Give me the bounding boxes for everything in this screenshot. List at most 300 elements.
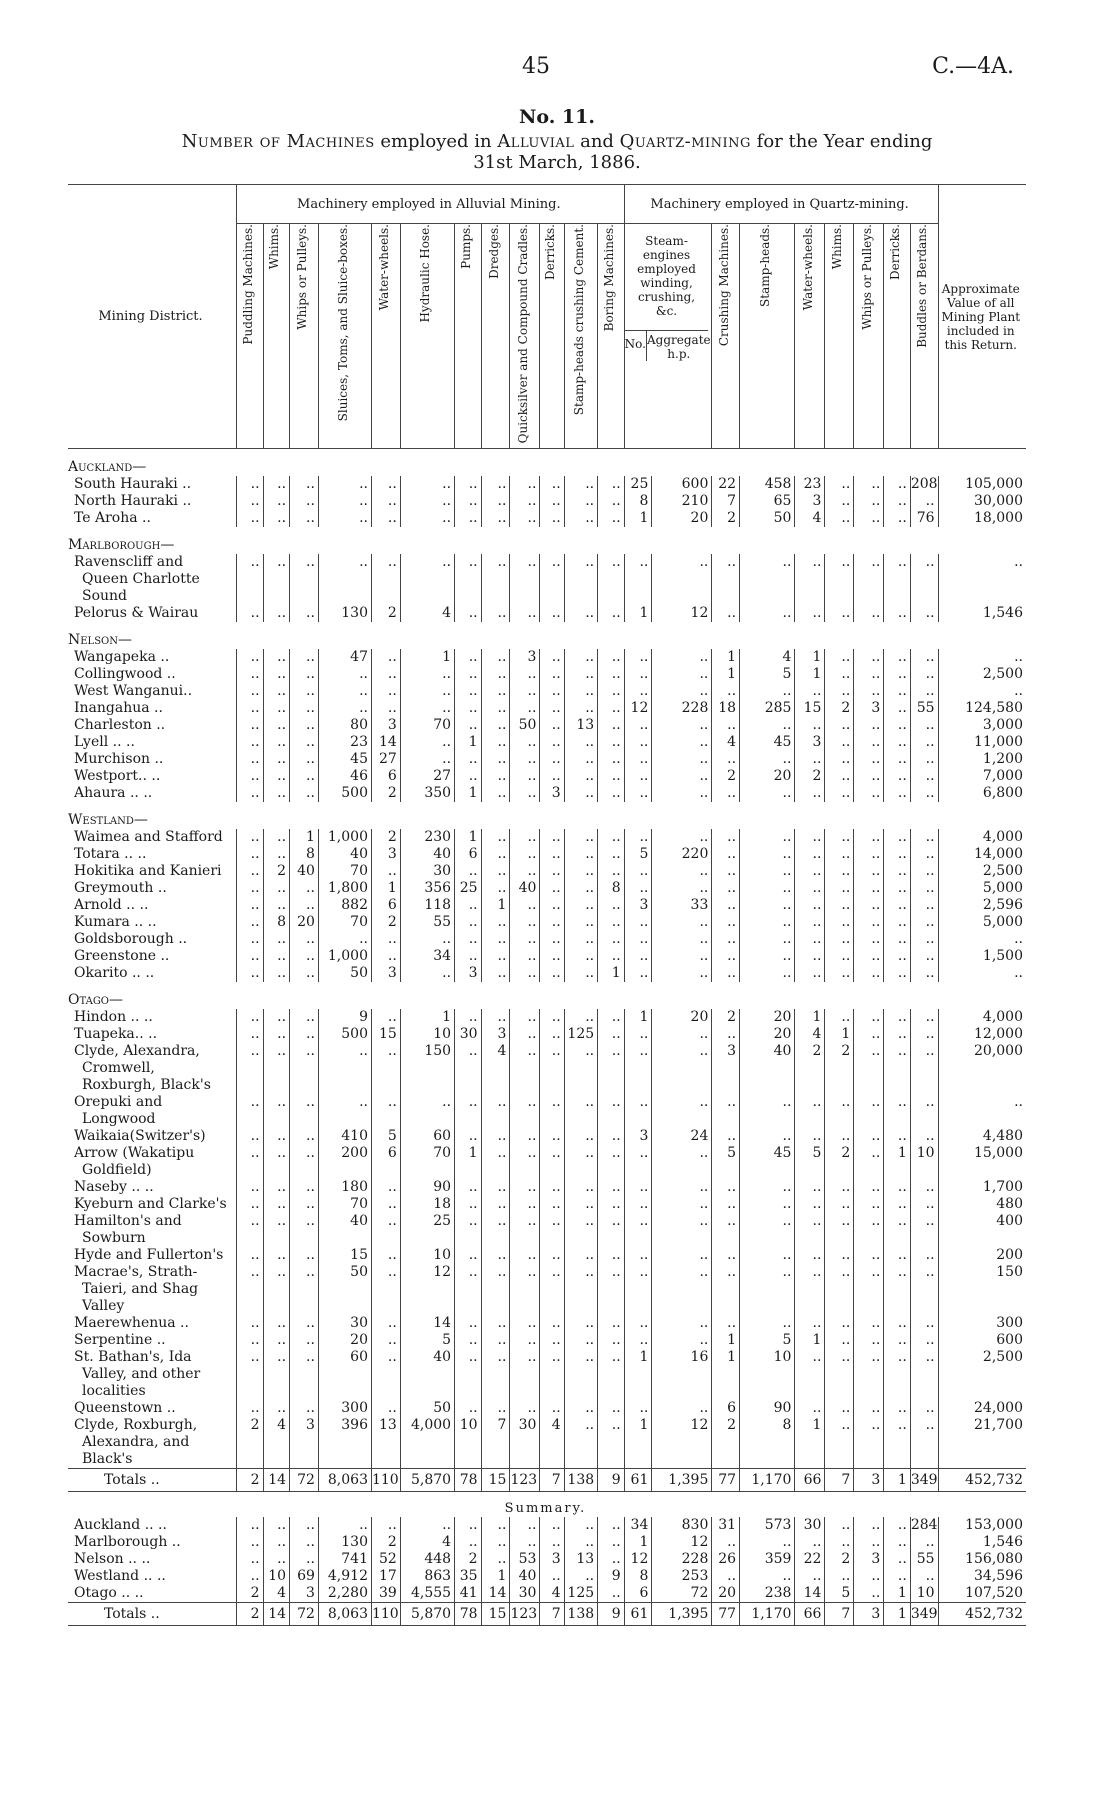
cell-value: 6 bbox=[455, 846, 482, 863]
cell-value: .. bbox=[712, 931, 740, 948]
cell-value: .. bbox=[854, 785, 884, 802]
cell-value: .. bbox=[884, 510, 911, 527]
cell-value: .. bbox=[795, 1315, 825, 1332]
cell-value: .. bbox=[540, 1145, 564, 1179]
cell-value: 13 bbox=[564, 717, 597, 734]
cell-value: .. bbox=[540, 768, 564, 785]
cell-value: .. bbox=[290, 1009, 319, 1026]
table-row bbox=[68, 717, 1026, 734]
table-row bbox=[68, 785, 1026, 802]
cell-value: 2 bbox=[237, 1469, 264, 1492]
table-row bbox=[68, 914, 1026, 931]
cell-value: 125 bbox=[564, 1585, 597, 1603]
cell-value: .. bbox=[910, 1264, 938, 1315]
table-row bbox=[68, 948, 1026, 965]
cell-value: .. bbox=[740, 931, 795, 948]
cell-value: 14 bbox=[795, 1585, 825, 1603]
cell-value: 12,000 bbox=[938, 1026, 1026, 1043]
cell-value: .. bbox=[825, 666, 854, 683]
cell-value: .. bbox=[371, 1400, 400, 1417]
cell-value: .. bbox=[854, 1026, 884, 1043]
cell-value: 20 bbox=[318, 1332, 371, 1349]
cell-value: .. bbox=[825, 734, 854, 751]
cell-value: 123 bbox=[510, 1469, 540, 1492]
cell-value: .. bbox=[854, 1568, 884, 1585]
cell-value: .. bbox=[263, 700, 290, 717]
cell-value: .. bbox=[290, 880, 319, 897]
cell-value: 17 bbox=[371, 1568, 400, 1585]
cell-value: .. bbox=[712, 554, 740, 605]
cell-value: .. bbox=[481, 605, 510, 622]
cell-value: .. bbox=[712, 1128, 740, 1145]
cell-value: .. bbox=[263, 1128, 290, 1145]
cell-value: .. bbox=[910, 1417, 938, 1469]
cell-value: .. bbox=[263, 554, 290, 605]
cell-value: .. bbox=[481, 1009, 510, 1026]
cell-value: 863 bbox=[400, 1568, 454, 1585]
cell-value: 30,000 bbox=[938, 493, 1026, 510]
cell-value: .. bbox=[263, 829, 290, 846]
cell-value: 26 bbox=[712, 1551, 740, 1568]
cell-value: .. bbox=[237, 880, 264, 897]
cell-value: .. bbox=[825, 1009, 854, 1026]
cell-value: 20,000 bbox=[938, 1043, 1026, 1094]
cell-value: .. bbox=[263, 965, 290, 982]
cell-value: .. bbox=[712, 829, 740, 846]
cell-value: .. bbox=[510, 863, 540, 880]
cell-value: 1 bbox=[400, 649, 454, 666]
cell-value: 2 bbox=[825, 1551, 854, 1568]
cell-value: .. bbox=[795, 683, 825, 700]
cell-value: .. bbox=[910, 948, 938, 965]
cell-value: .. bbox=[910, 1400, 938, 1417]
cell-value: .. bbox=[481, 1517, 510, 1534]
page-header bbox=[0, 54, 1114, 84]
cell-value: 110 bbox=[371, 1603, 400, 1626]
cell-value: .. bbox=[740, 1128, 795, 1145]
cell-value: .. bbox=[624, 1043, 652, 1094]
cell-value: .. bbox=[598, 1196, 625, 1213]
cell-value: .. bbox=[598, 897, 625, 914]
cell-value: .. bbox=[263, 1213, 290, 1247]
cell-value: 7 bbox=[825, 1469, 854, 1492]
cell-value: .. bbox=[564, 1349, 597, 1400]
cell-value: .. bbox=[854, 649, 884, 666]
district-name: Serpentine .. bbox=[74, 1332, 166, 1349]
cell-value: .. bbox=[237, 666, 264, 683]
cell-value: 4 bbox=[740, 649, 795, 666]
cell-value: .. bbox=[481, 880, 510, 897]
cell-value: .. bbox=[481, 829, 510, 846]
cell-value: 40 bbox=[400, 1349, 454, 1400]
cell-value: .. bbox=[290, 700, 319, 717]
cell-value: 2 bbox=[371, 1534, 400, 1551]
cell-value: .. bbox=[624, 863, 652, 880]
cell-value: .. bbox=[884, 1247, 911, 1264]
cell-value: 6,800 bbox=[938, 785, 1026, 802]
cell-value: 1 bbox=[481, 897, 510, 914]
cell-value: .. bbox=[510, 965, 540, 982]
cell-value: .. bbox=[371, 493, 400, 510]
cell-value: 34 bbox=[624, 1517, 652, 1534]
cell-value: 23 bbox=[795, 476, 825, 493]
cell-value: 5 bbox=[624, 846, 652, 863]
cell-value: .. bbox=[481, 751, 510, 768]
cell-value: .. bbox=[290, 734, 319, 751]
cell-value: .. bbox=[510, 751, 540, 768]
cell-value: .. bbox=[263, 1145, 290, 1179]
cell-value: 1 bbox=[455, 829, 482, 846]
cell-value: 1 bbox=[598, 965, 625, 982]
cell-value: .. bbox=[290, 965, 319, 982]
cell-value: .. bbox=[910, 785, 938, 802]
cell-value: 2 bbox=[371, 829, 400, 846]
cell-value: .. bbox=[237, 1213, 264, 1247]
cell-value: .. bbox=[740, 948, 795, 965]
cell-value: 452,732 bbox=[938, 1603, 1026, 1626]
cell-value: .. bbox=[652, 1315, 712, 1332]
cell-value: 3 bbox=[795, 734, 825, 751]
cell-value: .. bbox=[884, 1332, 911, 1349]
cell-value: .. bbox=[652, 948, 712, 965]
cell-value: 741 bbox=[318, 1551, 371, 1568]
cell-value: .. bbox=[290, 1128, 319, 1145]
district-name: Waimea and Stafford bbox=[74, 829, 223, 846]
steam-engines-label: Steam-engines employed winding, crushing, &c. bbox=[637, 234, 696, 318]
cell-value: .. bbox=[712, 605, 740, 622]
cell-value: 1 bbox=[884, 1603, 911, 1626]
cell-value: .. bbox=[884, 965, 911, 982]
cell-value: .. bbox=[884, 931, 911, 948]
cell-value: 33 bbox=[652, 897, 712, 914]
cell-value: .. bbox=[740, 863, 795, 880]
cell-value: .. bbox=[740, 1568, 795, 1585]
cell-value: .. bbox=[652, 914, 712, 931]
cell-value: 1,170 bbox=[740, 1603, 795, 1626]
district-name: West Wanganui.. bbox=[74, 683, 193, 700]
cell-value: .. bbox=[712, 1568, 740, 1585]
cell-value: .. bbox=[884, 1551, 911, 1568]
cell-value: 3 bbox=[624, 897, 652, 914]
cell-value: .. bbox=[598, 914, 625, 931]
cell-value: .. bbox=[712, 751, 740, 768]
cell-value: 1,170 bbox=[740, 1469, 795, 1492]
cell-value: .. bbox=[854, 1128, 884, 1145]
alluvial-col-header-1: Whims. bbox=[263, 224, 290, 449]
cell-value: .. bbox=[510, 666, 540, 683]
cell-value: .. bbox=[455, 931, 482, 948]
cell-value: .. bbox=[598, 1400, 625, 1417]
cell-value: 573 bbox=[740, 1517, 795, 1534]
cell-value: .. bbox=[263, 880, 290, 897]
cell-value: 5,870 bbox=[400, 1603, 454, 1626]
cell-value: .. bbox=[318, 1094, 371, 1128]
cell-value: .. bbox=[290, 1551, 319, 1568]
table-row bbox=[68, 880, 1026, 897]
cell-value: .. bbox=[854, 1145, 884, 1179]
cell-value: .. bbox=[540, 880, 564, 897]
cell-value: 1 bbox=[624, 1417, 652, 1469]
cell-value: .. bbox=[712, 846, 740, 863]
cell-value: .. bbox=[910, 605, 938, 622]
cell-value: 60 bbox=[318, 1349, 371, 1400]
cell-value: .. bbox=[624, 768, 652, 785]
table-number: No. 11. bbox=[519, 106, 595, 128]
cell-value: 55 bbox=[910, 1551, 938, 1568]
cell-value: .. bbox=[854, 734, 884, 751]
cell-value: 10 bbox=[263, 1568, 290, 1585]
cell-value: .. bbox=[400, 931, 454, 948]
cell-value: .. bbox=[290, 1517, 319, 1534]
cell-value: 20 bbox=[652, 510, 712, 527]
cell-value: .. bbox=[598, 1213, 625, 1247]
summary-row bbox=[68, 1585, 1026, 1603]
cell-value: .. bbox=[263, 1551, 290, 1568]
cell-value: 1 bbox=[712, 1349, 740, 1400]
cell-value: .. bbox=[795, 931, 825, 948]
cell-value: 2 bbox=[371, 914, 400, 931]
cell-value: 40 bbox=[290, 863, 319, 880]
cell-value: .. bbox=[598, 734, 625, 751]
cell-value: .. bbox=[740, 1534, 795, 1551]
cell-value: .. bbox=[910, 1315, 938, 1332]
cell-value: .. bbox=[564, 768, 597, 785]
cell-value: .. bbox=[624, 1026, 652, 1043]
cell-value: 11,000 bbox=[938, 734, 1026, 751]
cell-value: .. bbox=[652, 649, 712, 666]
cell-value: .. bbox=[371, 1247, 400, 1264]
cell-value: .. bbox=[712, 1026, 740, 1043]
cell-value: .. bbox=[884, 897, 911, 914]
cell-value: .. bbox=[652, 785, 712, 802]
cell-value: .. bbox=[481, 476, 510, 493]
cell-value: .. bbox=[455, 1400, 482, 1417]
cell-value: .. bbox=[263, 948, 290, 965]
cell-value: .. bbox=[263, 1517, 290, 1534]
table-row bbox=[68, 1332, 1026, 1349]
summary-totals-row bbox=[68, 1603, 1026, 1626]
cell-value: .. bbox=[318, 1517, 371, 1534]
cell-value: .. bbox=[371, 1094, 400, 1128]
cell-value: .. bbox=[237, 1145, 264, 1179]
cell-value: 156,080 bbox=[938, 1551, 1026, 1568]
group-heading: Otago— bbox=[68, 992, 124, 1009]
cell-value: .. bbox=[564, 1400, 597, 1417]
cell-value: 4 bbox=[263, 1417, 290, 1469]
district-name: Clyde, Alexandra, Cromwell, Roxburgh, Black's bbox=[74, 1043, 211, 1094]
steam-engines-header bbox=[624, 224, 712, 449]
cell-value: .. bbox=[938, 683, 1026, 700]
cell-value: 4 bbox=[540, 1585, 564, 1603]
cell-value: .. bbox=[854, 717, 884, 734]
cell-value: .. bbox=[290, 1315, 319, 1332]
cell-value: .. bbox=[854, 931, 884, 948]
cell-value: .. bbox=[318, 476, 371, 493]
cell-value: 107,520 bbox=[938, 1585, 1026, 1603]
cell-value: .. bbox=[290, 785, 319, 802]
cell-value: .. bbox=[598, 1585, 625, 1603]
table-row bbox=[68, 863, 1026, 880]
cell-value: 1,546 bbox=[938, 1534, 1026, 1551]
cell-value: .. bbox=[910, 493, 938, 510]
cell-value: .. bbox=[481, 493, 510, 510]
cell-value: .. bbox=[624, 948, 652, 965]
cell-value: .. bbox=[455, 683, 482, 700]
cell-value: .. bbox=[624, 1315, 652, 1332]
district-name: South Hauraki .. bbox=[74, 476, 192, 493]
cell-value: .. bbox=[481, 1145, 510, 1179]
district-name: Kumara .. .. bbox=[74, 914, 157, 931]
group-heading: Nelson— bbox=[68, 632, 132, 649]
cell-value: .. bbox=[598, 700, 625, 717]
cell-value: .. bbox=[481, 914, 510, 931]
cell-value: .. bbox=[371, 1213, 400, 1247]
cell-value: 2,596 bbox=[938, 897, 1026, 914]
cell-value: .. bbox=[624, 829, 652, 846]
cell-value: .. bbox=[910, 965, 938, 982]
cell-value: 40 bbox=[400, 846, 454, 863]
cell-value: .. bbox=[290, 1400, 319, 1417]
cell-value: 3 bbox=[371, 846, 400, 863]
cell-value: .. bbox=[510, 914, 540, 931]
cell-value: .. bbox=[712, 914, 740, 931]
cell-value: .. bbox=[884, 476, 911, 493]
district-name: Collingwood .. bbox=[74, 666, 176, 683]
cell-value: .. bbox=[481, 846, 510, 863]
cell-value: .. bbox=[938, 965, 1026, 982]
cell-value: .. bbox=[825, 554, 854, 605]
cell-value: .. bbox=[540, 1213, 564, 1247]
cell-value: .. bbox=[910, 880, 938, 897]
cell-value: .. bbox=[455, 1534, 482, 1551]
cell-value: .. bbox=[263, 1094, 290, 1128]
cell-value: .. bbox=[510, 1196, 540, 1213]
cell-value: .. bbox=[237, 1043, 264, 1094]
cell-value: .. bbox=[237, 1264, 264, 1315]
cell-value: 2 bbox=[712, 768, 740, 785]
cell-value: .. bbox=[884, 863, 911, 880]
cell-value: 153,000 bbox=[938, 1517, 1026, 1534]
cell-value: 4,480 bbox=[938, 1128, 1026, 1145]
cell-value: .. bbox=[510, 1264, 540, 1315]
table-row bbox=[68, 897, 1026, 914]
cell-value: .. bbox=[598, 785, 625, 802]
cell-value: .. bbox=[795, 863, 825, 880]
cell-value: .. bbox=[564, 649, 597, 666]
cell-value: .. bbox=[290, 1026, 319, 1043]
cell-value: .. bbox=[540, 829, 564, 846]
cell-value: .. bbox=[263, 1534, 290, 1551]
summary-heading-row bbox=[68, 1492, 1026, 1518]
title-line-1: Number of Machines employed in Alluvial and Quartz-mining for the Year ending bbox=[181, 131, 933, 152]
cell-value: .. bbox=[910, 1534, 938, 1551]
cell-value: 210 bbox=[652, 493, 712, 510]
cell-value: .. bbox=[290, 605, 319, 622]
cell-value: .. bbox=[237, 1026, 264, 1043]
cell-value: .. bbox=[455, 1009, 482, 1026]
cell-value: 6 bbox=[371, 768, 400, 785]
cell-value: .. bbox=[740, 1179, 795, 1196]
cell-value: .. bbox=[598, 1026, 625, 1043]
cell-value: .. bbox=[455, 554, 482, 605]
cell-value: .. bbox=[624, 785, 652, 802]
cell-value: .. bbox=[624, 880, 652, 897]
cell-value: .. bbox=[910, 1247, 938, 1264]
cell-value: .. bbox=[564, 1094, 597, 1128]
cell-value: 228 bbox=[652, 700, 712, 717]
cell-value: 18 bbox=[712, 700, 740, 717]
cell-value: .. bbox=[854, 1196, 884, 1213]
district-name: Auckland .. .. bbox=[74, 1517, 167, 1534]
district-header: Mining District. bbox=[68, 185, 237, 449]
cell-value: .. bbox=[884, 1534, 911, 1551]
cell-value: 1 bbox=[884, 1145, 911, 1179]
cell-value: 3 bbox=[712, 1043, 740, 1094]
cell-value: .. bbox=[825, 493, 854, 510]
cell-value: .. bbox=[371, 1264, 400, 1315]
cell-value: 1,200 bbox=[938, 751, 1026, 768]
cell-value: 4,000 bbox=[400, 1417, 454, 1469]
quartz-col-header-6: Buddles or Berdans. bbox=[910, 224, 938, 449]
cell-value: .. bbox=[598, 1009, 625, 1026]
cell-value: .. bbox=[318, 493, 371, 510]
cell-value: .. bbox=[481, 965, 510, 982]
cell-value: .. bbox=[598, 717, 625, 734]
cell-value: .. bbox=[825, 605, 854, 622]
cell-value: 20 bbox=[290, 914, 319, 931]
cell-value: 12 bbox=[400, 1264, 454, 1315]
cell-value: 2 bbox=[237, 1603, 264, 1626]
cell-value: .. bbox=[564, 1128, 597, 1145]
cell-value: .. bbox=[598, 948, 625, 965]
alluvial-col-header-4: Water-wheels. bbox=[371, 224, 400, 449]
cell-value: 45 bbox=[740, 1145, 795, 1179]
cell-value: .. bbox=[510, 1400, 540, 1417]
cell-value: .. bbox=[825, 863, 854, 880]
district-name: Orepuki and Longwood bbox=[74, 1094, 163, 1128]
cell-value: 25 bbox=[624, 476, 652, 493]
cell-value: .. bbox=[290, 1145, 319, 1179]
cell-value: 1 bbox=[455, 1145, 482, 1179]
cell-value: 6 bbox=[712, 1400, 740, 1417]
cell-value: .. bbox=[318, 683, 371, 700]
cell-value: .. bbox=[510, 1009, 540, 1026]
cell-value: .. bbox=[564, 965, 597, 982]
cell-value: .. bbox=[237, 1094, 264, 1128]
cell-value: .. bbox=[564, 1568, 597, 1585]
cell-value: .. bbox=[455, 1349, 482, 1400]
cell-value: .. bbox=[910, 863, 938, 880]
cell-value: .. bbox=[263, 683, 290, 700]
cell-value: 1 bbox=[624, 1534, 652, 1551]
cell-value: .. bbox=[455, 649, 482, 666]
cell-value: .. bbox=[540, 1264, 564, 1315]
cell-value: .. bbox=[884, 1568, 911, 1585]
cell-value: .. bbox=[598, 510, 625, 527]
cell-value: .. bbox=[624, 1264, 652, 1315]
cell-value: .. bbox=[371, 1009, 400, 1026]
cell-value: 20 bbox=[740, 768, 795, 785]
cell-value: .. bbox=[652, 751, 712, 768]
cell-value: .. bbox=[455, 914, 482, 931]
cell-value: 12 bbox=[624, 1551, 652, 1568]
cell-value: .. bbox=[455, 510, 482, 527]
cell-value: .. bbox=[510, 605, 540, 622]
cell-value: .. bbox=[825, 1179, 854, 1196]
cell-value: 3 bbox=[290, 1585, 319, 1603]
cell-value: .. bbox=[854, 1417, 884, 1469]
cell-value: .. bbox=[884, 1315, 911, 1332]
